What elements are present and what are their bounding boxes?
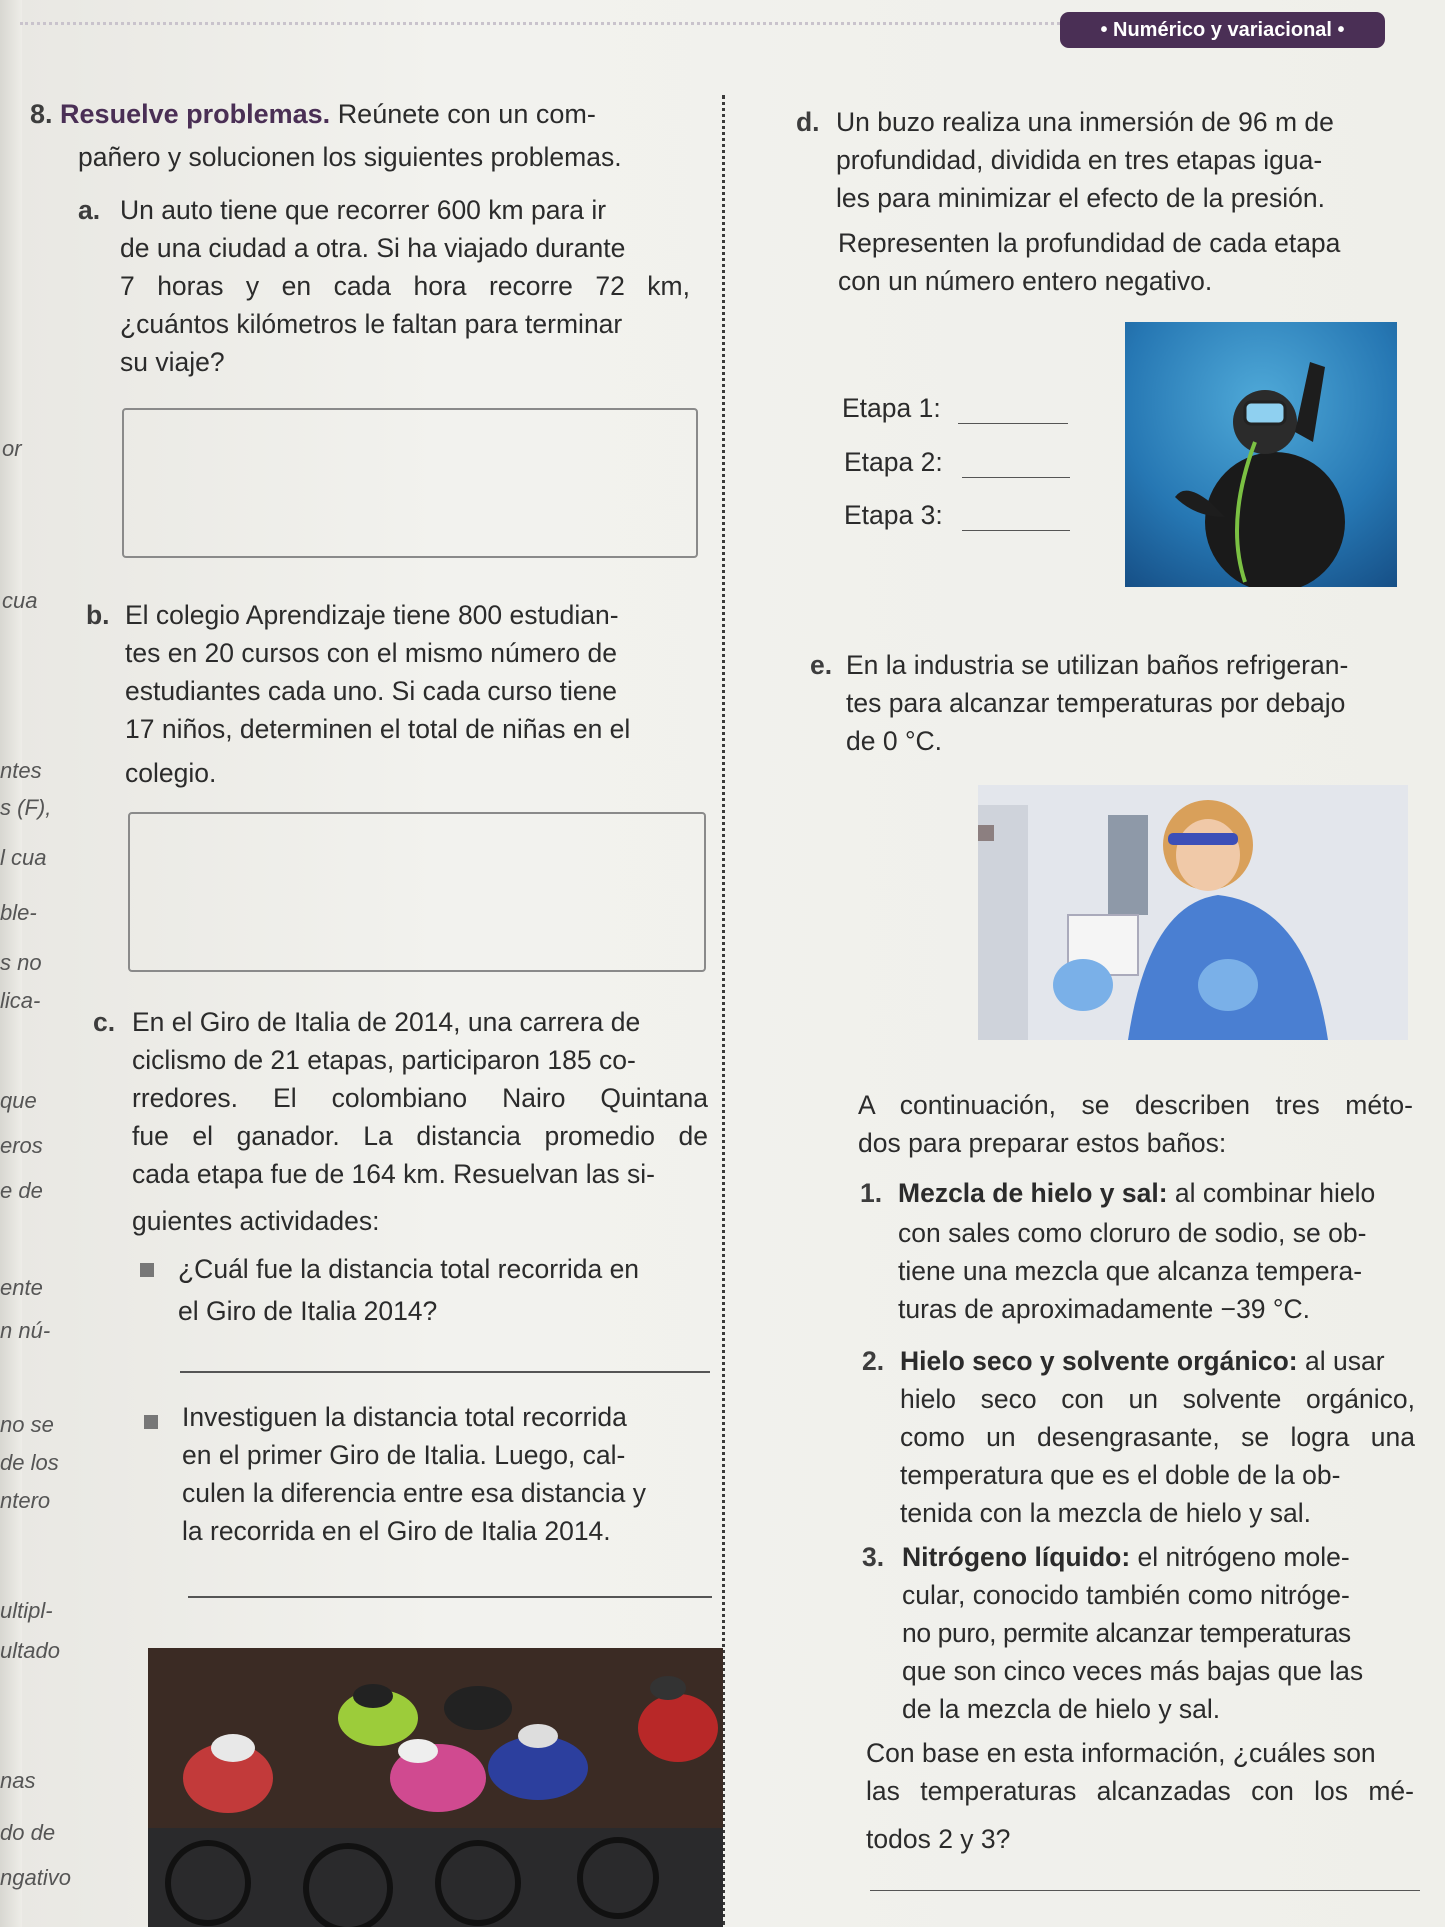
answer-line-e[interactable] [870,1890,1420,1891]
section-tag: • Numérico y variacional • [1060,12,1385,48]
margin-fragment: nas [0,1768,36,1793]
method-2-text: al usar [1305,1346,1385,1376]
margin-fragment: ntero [0,1488,51,1513]
answer-line-c2[interactable] [188,1596,712,1598]
answer-box-a[interactable] [122,408,698,558]
margin-fragment: de los [0,1450,59,1475]
method-1-number: 1. [860,1178,883,1208]
item-d-line: les para minimizar el efecto de la presión. [836,183,1326,213]
margin-fragment: no se [0,1412,54,1437]
item-b-line: El colegio Aprendizaje tiene 800 estudian- [125,600,619,630]
item-e-intro: dos para preparar estos baños: [858,1128,1227,1158]
method-1-first-line [898,1174,1375,1212]
margin-fragment: ultipl- [0,1598,53,1623]
margin-fragment: eros [0,1133,43,1158]
margin-fragment: n nú- [0,1318,51,1343]
method-3-line: de la mezcla de hielo y sal. [902,1694,1221,1724]
item-c-line: cada etapa fue de 164 km. Resuelvan las si- [132,1159,655,1189]
method-3-line: que son cinco veces más bajas que las [902,1656,1364,1686]
method-3-first-line [902,1538,1350,1576]
margin-fragment: cua [2,588,38,613]
item-d-line: Representen la profundidad de cada etapa [838,228,1341,258]
item-c-question2: Investiguen la distancia total recorrida [182,1402,627,1432]
method-2-line: tenida con la mezcla de hielo y sal. [900,1498,1311,1528]
margin-fragment: do de [0,1820,56,1845]
problem-heading [30,95,596,133]
item-e-letter: e. [810,650,833,680]
item-a-line: de una ciudad a otra. Si ha viajado durante [120,233,626,263]
item-c-line: En el Giro de Italia de 2014, una carrera de [132,1007,641,1037]
stage-label-3: Etapa 3: [844,500,943,530]
item-c-line: rredores. El colombiano Nairo Quintana [132,1083,708,1113]
method-3-line: no puro, permite alcanzar temperaturas [902,1618,1351,1648]
margin-fragment: que [0,1088,37,1113]
margin-fragment: ultado [0,1638,60,1663]
method-3-line: cular, conocido también como nitróge- [902,1580,1350,1610]
margin-fragment: ntes [0,758,42,783]
item-c-question1: ¿Cuál fue la distancia total recorrida en [178,1254,640,1284]
method-2-number: 2. [862,1346,885,1376]
item-c-question2: en el primer Giro de Italia. Luego, cal- [182,1440,626,1470]
method-1-line: tiene una mezcla que alcanza tempera- [898,1256,1363,1286]
item-c-line: fue el ganador. La distancia promedio de [132,1121,708,1151]
item-c-letter: c. [93,1007,116,1037]
stage-answer-line-2[interactable] [962,477,1070,478]
margin-fragment: s no [0,950,42,975]
item-a-line: 7 horas y en cada hora recorre 72 km, [120,271,690,301]
problem-number: 8. [30,99,53,129]
item-e-question: las temperaturas alcanzadas con los mé- [866,1776,1414,1806]
item-e-line: En la industria se utilizan baños refrigeran- [846,650,1349,680]
item-d-line: con un número entero negativo. [838,266,1213,296]
item-c-line: ciclismo de 21 etapas, participaron 185 co- [132,1045,636,1075]
stage-label-1: Etapa 1: [842,393,941,423]
method-2-line: temperatura que es el doble de la ob- [900,1460,1341,1490]
method-3-number: 3. [862,1542,885,1572]
method-1-line: turas de aproximadamente −39 °C. [898,1294,1311,1324]
method-1-title: Mezcla de hielo y sal: [898,1178,1168,1208]
answer-box-b[interactable] [128,812,706,972]
item-d-line: profundidad, dividida en tres etapas igua- [836,145,1323,175]
diver-photo [1125,322,1397,587]
lab-worker-photo [978,785,1408,1040]
method-3-title: Nitrógeno líquido: [902,1542,1131,1572]
method-1-text: al combinar hielo [1174,1178,1376,1208]
item-e-question: Con base en esta información, ¿cuáles son [866,1738,1376,1768]
method-2-line: como un desengrasante, se logra una [900,1422,1415,1452]
item-a-letter: a. [78,195,101,225]
margin-fragment: ngativo [0,1865,71,1890]
method-2-first-line [900,1342,1385,1380]
item-c-question1: el Giro de Italia 2014? [178,1296,438,1326]
margin-fragment: ble- [0,900,37,925]
stage-answer-line-3[interactable] [962,530,1070,531]
item-b-line: estudiantes cada uno. Si cada curso tiene [125,676,618,706]
item-b-line: 17 niños, determinen el total de niñas en el [125,714,631,744]
problem-title: Resuelve problemas. [60,99,331,129]
item-a-line: Un auto tiene que recorrer 600 km para ir [120,195,607,225]
stage-answer-line-1[interactable] [958,423,1068,424]
bullet-square [140,1263,154,1277]
item-a-line: ¿cuántos kilómetros le faltan para terminar [120,309,623,339]
method-1-line: con sales como cloruro de sodio, se ob- [898,1218,1367,1248]
method-2-title: Hielo seco y solvente orgánico: [900,1346,1298,1376]
item-a-line: su viaje? [120,347,225,377]
answer-line-c1[interactable] [180,1371,710,1373]
method-3-text: el nitrógeno mole- [1137,1542,1350,1572]
cyclists-photo [148,1648,723,1927]
margin-fragment: e de [0,1178,43,1203]
item-c-question2: culen la diferencia entre esa distancia y [182,1478,647,1508]
bullet-square [144,1415,158,1429]
item-e-line: tes para alcanzar temperaturas por debajo [846,688,1346,718]
margin-fragment: s (F), [0,795,52,820]
margin-fragment: l cua [0,845,47,870]
margin-fragment: or [2,436,22,461]
item-e-question: todos 2 y 3? [866,1824,1011,1854]
item-c-question2: la recorrida en el Giro de Italia 2014. [182,1516,611,1546]
stage-label-2: Etapa 2: [844,447,943,477]
item-c-line: guientes actividades: [132,1206,380,1236]
item-e-intro: A continuación, se describen tres méto- [858,1090,1413,1120]
item-e-line: de 0 °C. [846,726,943,756]
header-dotted-rule [20,22,1060,25]
problem-intro: Reúnete con un com- [337,99,596,129]
method-2-line: hielo seco con un solvente orgánico, [900,1384,1415,1414]
item-b-line: tes en 20 cursos con el mismo número de [125,638,617,668]
item-b-line: colegio. [125,758,217,788]
item-d-line: Un buzo realiza una inmersión de 96 m de [836,107,1334,137]
margin-fragment: ente [0,1275,43,1300]
item-b-letter: b. [86,600,110,630]
item-d-letter: d. [796,107,820,137]
problem-intro-line2: pañero y solucionen los siguientes problemas. [78,142,622,172]
margin-fragment: lica- [0,988,41,1013]
